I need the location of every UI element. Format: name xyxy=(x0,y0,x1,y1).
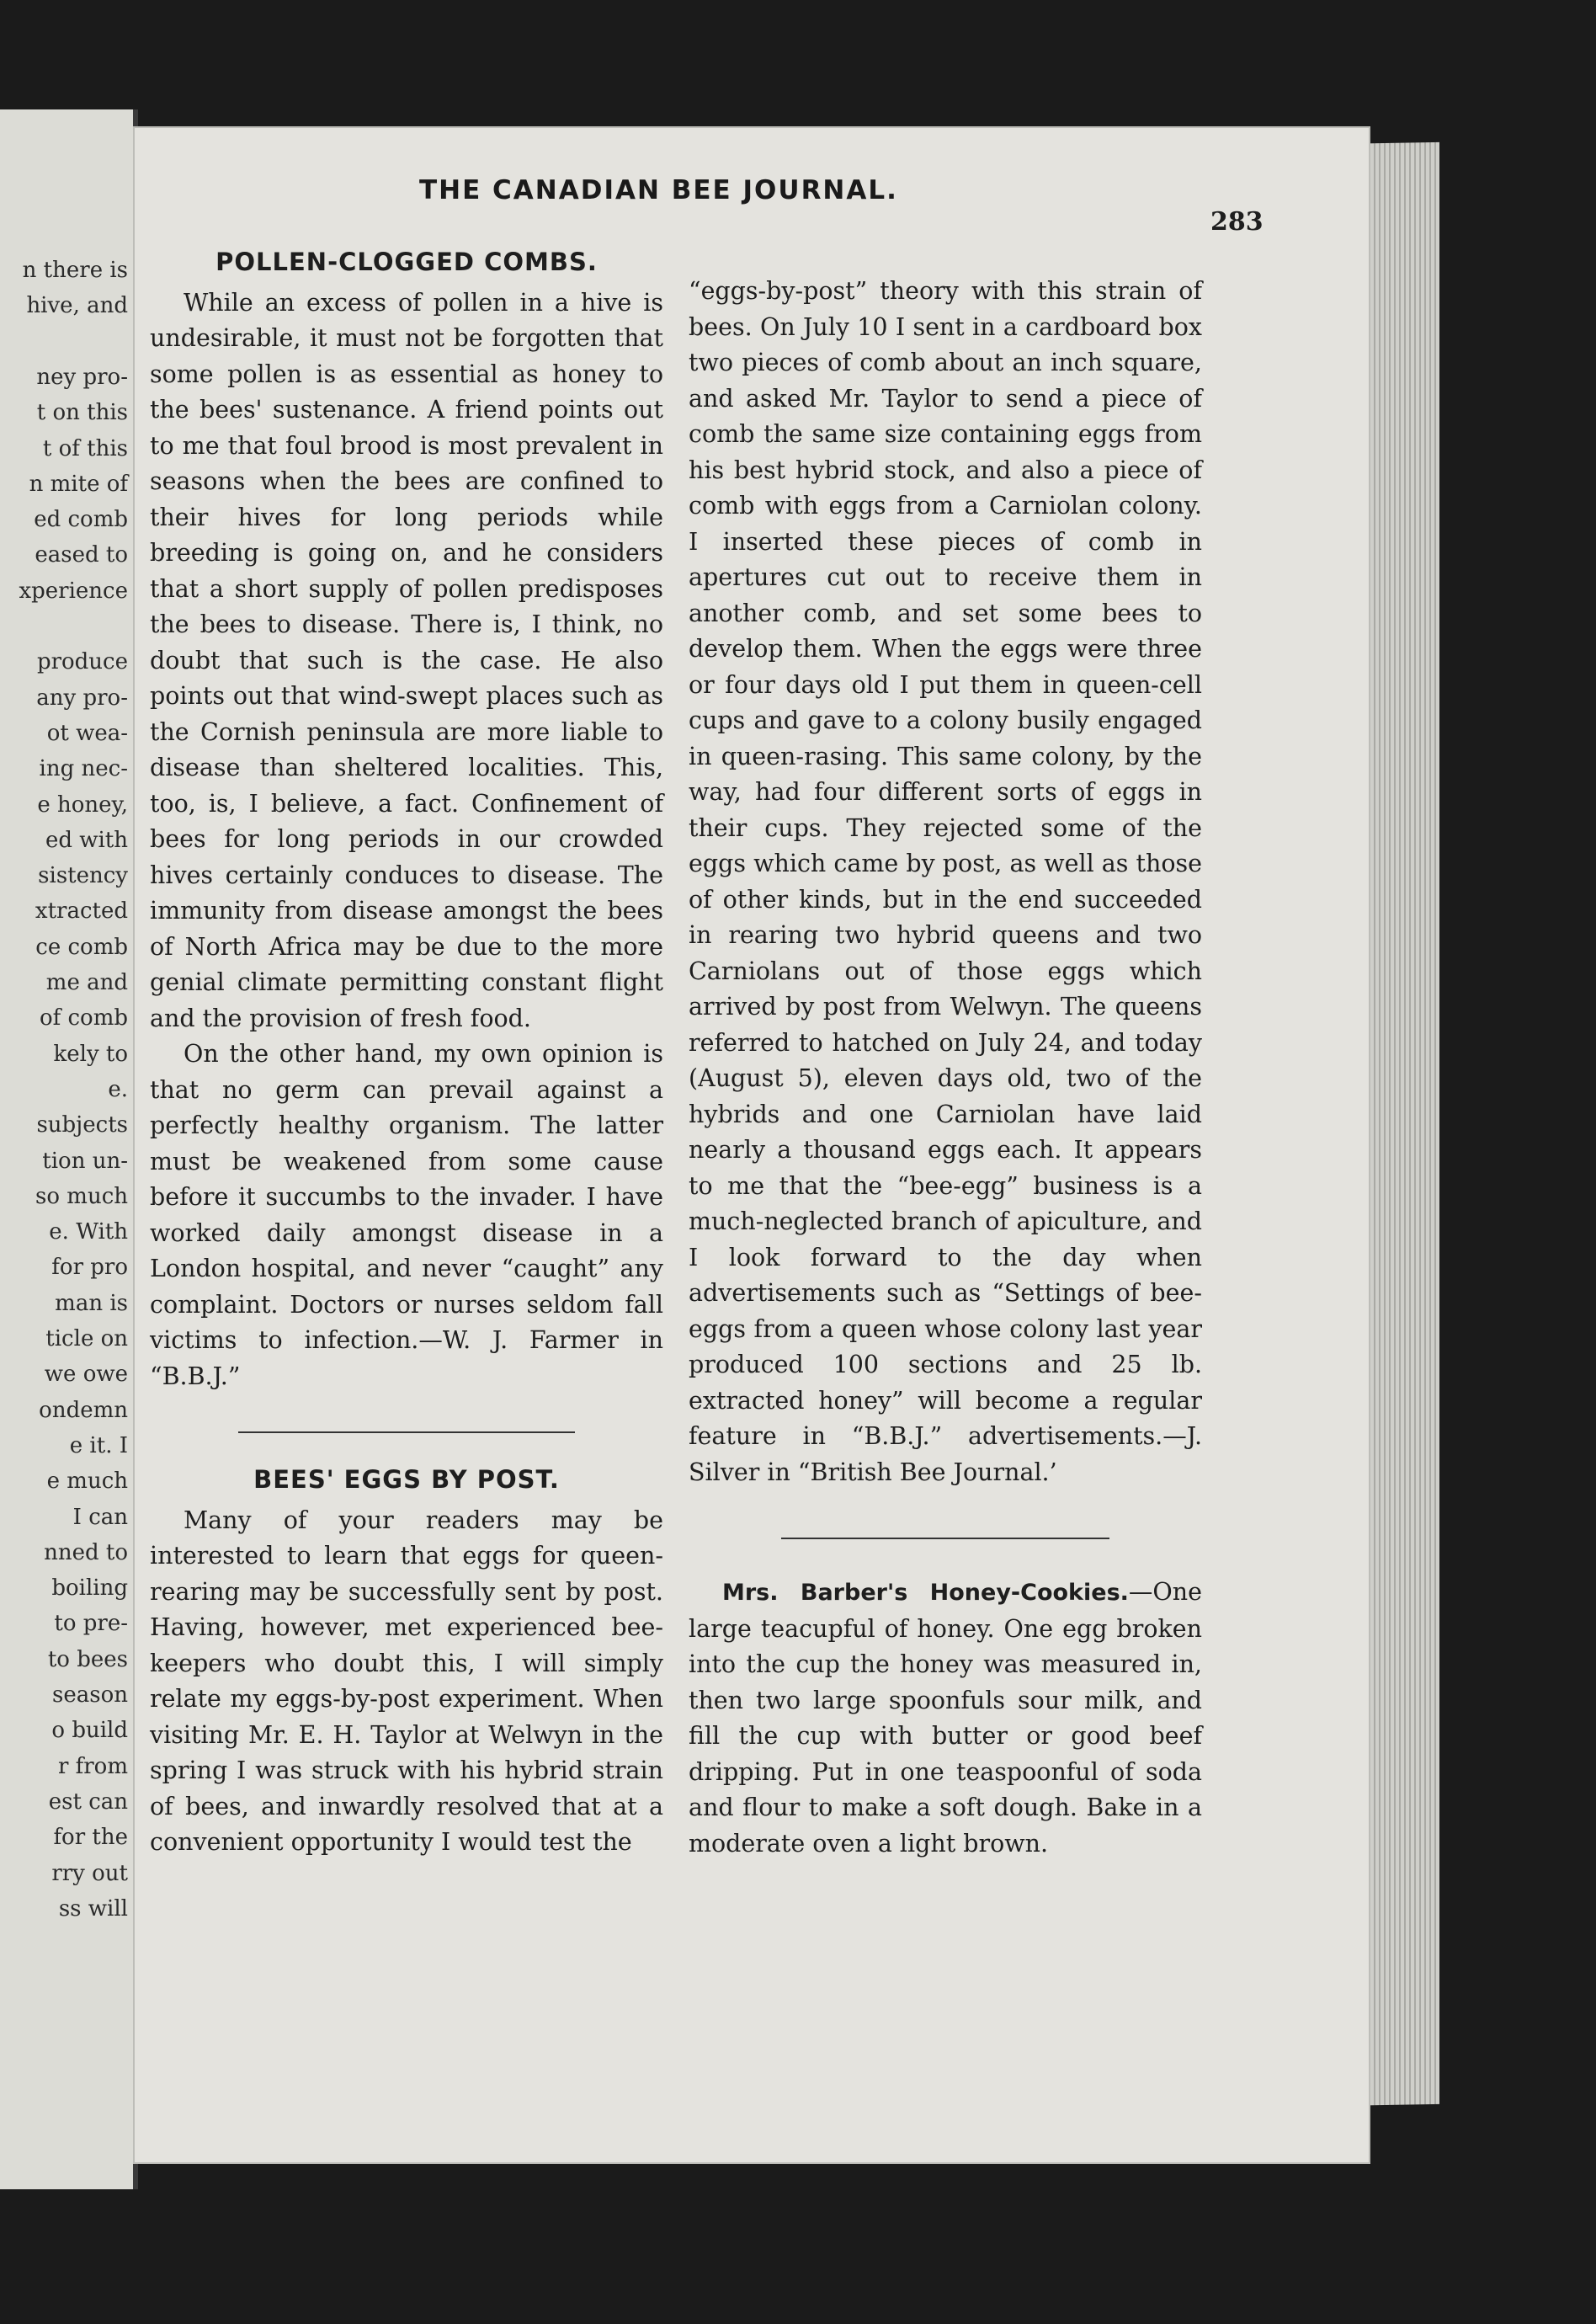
left-fragment-line: sistency xyxy=(38,863,128,889)
left-fragment-line: est can xyxy=(48,1788,128,1815)
left-fragment-line: man is xyxy=(55,1290,128,1316)
page-number: 283 xyxy=(1210,207,1264,237)
recipe-title: Mrs. Barber's Honey-Cookies. xyxy=(722,1580,1129,1606)
left-page-fragment xyxy=(0,109,138,2189)
article-paragraph: On the other hand, my own opinion is that no germ can prevail against a perfectly healthy organism. The latter must be weakened from some cause before it succumbs to the invader. I have worked daily amongst disease in a London hospital, and never “caught” any complaint. Doctors or nurses seldom fall victims to infection.—W. J. Farmer in “B.B.J.” xyxy=(150,1040,663,1390)
left-fragment-line: so much xyxy=(35,1183,128,1209)
article-paragraph-continued: “eggs-by-post” theory with this strain of bees. On July 10 I sent in a cardboard box two pieces of comb about an inch square, and asked Mr. Taylor to send a piece of comb the same size containing eggs from his best hybrid stock, and also a piece of comb with eggs from a Carniolan colony. I inserted these pieces of comb in apertures cut out to receive them in another comb, and set some bees to develop them. When the eggs were three or four days old I put them in queen-cell cups and gave to a colony busily engaged in queen-rasing. This same colony, by the way, had four different sorts of eggs in their cups. They rejected some of the eggs which came by post, as well as those of other kinds, but in the end succeeded in rearing two hybrid queens and two Carniolans out of those eggs which arrived by post from Welwyn. The queens referred to hatched on July 24, and today (August 5), eleven days old, two of the hybrids and one Carniolan have laid nearly a thousand eggs each. It appears to me that the “bee-egg” business is a much-neglected branch of apiculture, and I look forward to the day when advertisements such as “Settings of bee-eggs from a queen whose colony last year produced 100 sections and 25 lb. extracted honey” will become a regular feature in “B.B.J.” advertisements.—J. Silver in “British Bee Journal.’ xyxy=(689,277,1202,1486)
left-fragment-line: nned to xyxy=(44,1539,128,1565)
left-fragment-line: t of this xyxy=(42,435,128,461)
left-fragment-line: ed with xyxy=(45,827,128,853)
left-fragment-line: e much xyxy=(46,1468,128,1495)
left-fragment-line: e honey, xyxy=(37,792,128,818)
right-column xyxy=(689,274,1202,1862)
article-heading-pollen: POLLEN-CLOGGED COMBS. xyxy=(215,248,598,276)
left-fragment-line: t on this xyxy=(36,400,128,426)
left-fragment-line: ticle on xyxy=(45,1326,128,1351)
left-fragment-line: of comb xyxy=(39,1005,128,1031)
left-fragment-line: eased to xyxy=(35,542,128,568)
section-divider xyxy=(238,1431,575,1433)
left-fragment-line: ss will xyxy=(58,1895,128,1922)
article-paragraph: While an excess of pollen in a hive is undesirable, it must not be forgotten that some pollen is as essential as honey to the bees' sustenance. A friend points out to me that foul brood is most prevalent in seasons when the bees are confined to their hives for long periods while breeding is going on, and he considers that a short supply of pollen predisposes the bees to disease. There is, I think, no doubt that such is the case. He also points out that wind-swept places such as the Cornish peninsula are more liable to disease than sheltered localities. This, too, is, I believe, a fact. Confinement of bees for long periods in our crowded hives certainly conduces to disease. The immunity from disease amongst the bees of North Africa may be due to the more genial climate permitting constant flight and the provision of fresh food. xyxy=(150,288,663,1032)
left-fragment-line: tion un- xyxy=(42,1148,128,1174)
left-fragment-line: e it. I xyxy=(69,1432,128,1458)
left-fragment-line: ot wea- xyxy=(46,720,128,746)
recipe-paragraph xyxy=(689,1575,1202,1862)
left-fragment-line: ing nec- xyxy=(39,756,128,782)
left-fragment-line: ce comb xyxy=(35,934,128,960)
left-fragment-line: o build xyxy=(51,1718,128,1744)
journal-page xyxy=(133,126,1370,2164)
article-heading-eggs: BEES' EGGS BY POST. xyxy=(253,1465,560,1494)
recipe-text: —One large teacupful of honey. One egg broken into the cup the honey was measured in, then two large spoonfuls sour milk, and fill the cup with butter or good beef dripping. Put in one teaspoonful of soda and flour to make a soft dough. Bake in a moderate oven a light brown. xyxy=(689,1578,1202,1858)
left-fragment-line: subjects xyxy=(36,1112,128,1138)
left-fragment-line: boiling xyxy=(51,1575,128,1602)
left-fragment-line: xtracted xyxy=(35,898,128,925)
left-fragment-line: n there is xyxy=(22,258,128,283)
left-fragment-line: me and xyxy=(45,970,128,995)
left-fragment-line: we owe xyxy=(44,1362,128,1388)
section-divider xyxy=(781,1538,1109,1539)
left-fragment-line: to pre- xyxy=(54,1611,128,1637)
left-fragment-line: for pro xyxy=(51,1255,128,1281)
left-fragment-line: rry out xyxy=(51,1860,128,1886)
left-fragment-line: n mite of xyxy=(29,471,128,497)
running-head: THE CANADIAN BEE JOURNAL. xyxy=(419,175,898,205)
left-fragment-line: any pro- xyxy=(36,685,128,711)
left-fragment-line: to bees xyxy=(47,1646,128,1672)
article-paragraph: Many of your readers may be interested to learn that eggs for queen-rearing may be successfully sent by post. Having, however, met experienced bee-keepers who doubt this, I will simply relate my eggs-by-post experiment. When visiting Mr. E. H. Taylor at Welwyn in the spring I was struck with his hybrid strain of bees, and inwardly resolved that at a convenient opportunity I would test the xyxy=(150,1506,663,1856)
left-fragment-line: kely to xyxy=(53,1041,128,1067)
left-fragment-line: e. With xyxy=(49,1219,128,1245)
left-fragment-line: produce xyxy=(36,649,128,675)
left-fragment-line: ney pro- xyxy=(36,364,128,390)
left-fragment-line: ed comb xyxy=(34,507,128,533)
left-fragment-line: for the xyxy=(53,1825,128,1851)
left-fragment-line: I can xyxy=(72,1504,128,1530)
left-column xyxy=(150,244,663,1861)
left-fragment-line: ondemn xyxy=(39,1397,128,1423)
left-fragment-line: hive, and xyxy=(26,293,128,319)
left-fragment-line: xperience xyxy=(19,578,128,604)
left-fragment-line: season xyxy=(52,1682,128,1708)
left-fragment-line: e. xyxy=(108,1076,128,1102)
left-fragment-line: r from xyxy=(57,1753,128,1779)
